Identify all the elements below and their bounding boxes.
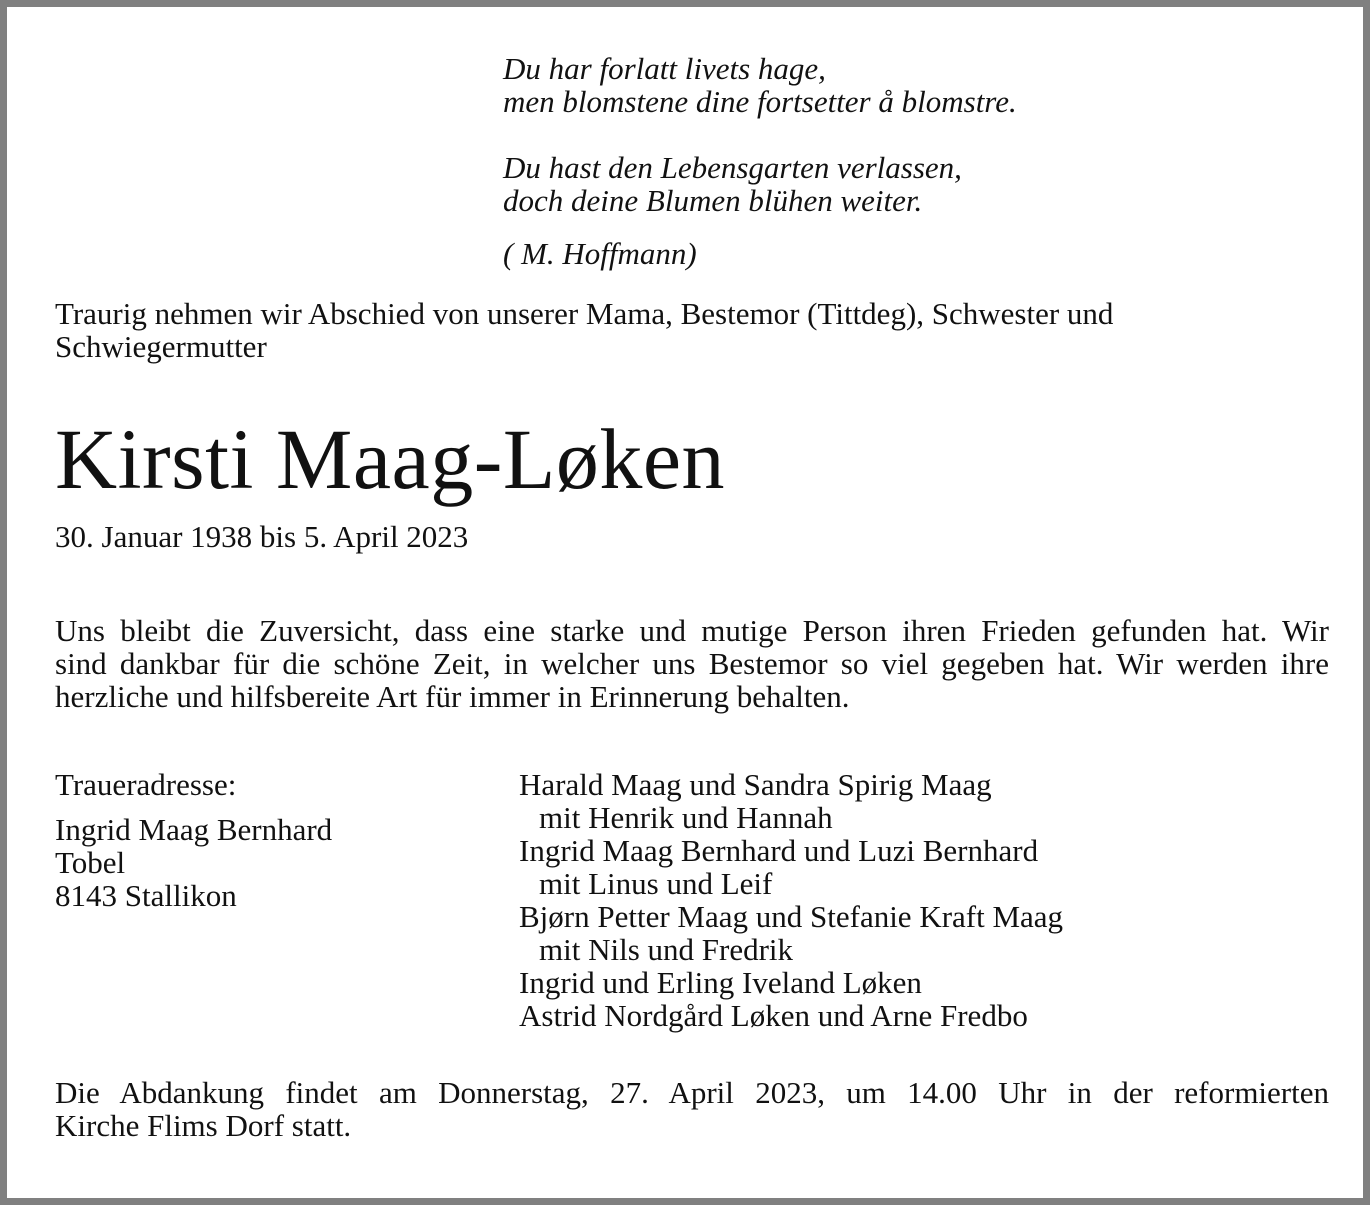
poem-line: men blomstene dine fortsetter å blomstre. bbox=[503, 84, 1017, 119]
message-line: Uns bleibt die Zuversicht, dass eine starke und mutige Person ihren Frieden gefunden hat. Wir bbox=[55, 613, 1329, 648]
intro-text bbox=[55, 297, 1113, 363]
deceased-name: Kirsti Maag-Løken bbox=[55, 411, 726, 507]
family-children: mit Nils und Fredrik bbox=[539, 932, 794, 967]
ceremony-paragraph bbox=[55, 1076, 1329, 1142]
family-list bbox=[519, 768, 1063, 1032]
poem-author bbox=[503, 237, 697, 270]
poem-norwegian bbox=[503, 52, 1017, 118]
message-paragraph bbox=[55, 614, 1329, 713]
poem-line: doch deine Blumen blühen weiter. bbox=[503, 183, 923, 218]
family-children: mit Henrik und Hannah bbox=[539, 800, 833, 835]
poem-author-text: ( M. Hoffmann) bbox=[503, 236, 697, 271]
address-heading: Traueradresse: bbox=[55, 767, 237, 802]
intro-line: Schwiegermutter bbox=[55, 329, 267, 364]
family-member: Ingrid und Erling Iveland Løken bbox=[519, 965, 922, 1000]
ceremony-line: Kirche Flims Dorf statt. bbox=[55, 1108, 352, 1143]
message-line: herzliche und hilfsbereite Art für immer in Erinnerung behalten. bbox=[55, 679, 850, 714]
ceremony-line: Die Abdankung findet am Donnerstag, 27. April 2023, um 14.00 Uhr in der reformierten bbox=[55, 1075, 1329, 1110]
family-children: mit Linus und Leif bbox=[539, 866, 773, 901]
life-dates bbox=[55, 520, 468, 553]
family-member: Bjørn Petter Maag und Stefanie Kraft Maag bbox=[519, 899, 1064, 934]
address-line: Ingrid Maag Bernhard bbox=[55, 812, 333, 847]
poem-line: Du hast den Lebensgarten verlassen, bbox=[503, 150, 962, 185]
family-member: Ingrid Maag Bernhard und Luzi Bernhard bbox=[519, 833, 1039, 868]
poem-german bbox=[503, 151, 962, 217]
address-line: 8143 Stallikon bbox=[55, 878, 237, 913]
family-member: Harald Maag und Sandra Spirig Maag bbox=[519, 767, 992, 802]
mourning-address bbox=[55, 768, 332, 912]
message-line: sind dankbar für die schöne Zeit, in welcher uns Bestemor so viel gegeben hat. Wir werden ihre bbox=[55, 646, 1329, 681]
address-line: Tobel bbox=[55, 845, 126, 880]
life-dates-text: 30. Januar 1938 bis 5. April 2023 bbox=[55, 519, 469, 554]
poem-line: Du har forlatt livets hage, bbox=[503, 51, 826, 86]
intro-line: Traurig nehmen wir Abschied von unserer Mama, Bestemor (Tittdeg), Schwester und bbox=[55, 296, 1114, 331]
family-member: Astrid Nordgård Løken und Arne Fredbo bbox=[519, 998, 1028, 1033]
